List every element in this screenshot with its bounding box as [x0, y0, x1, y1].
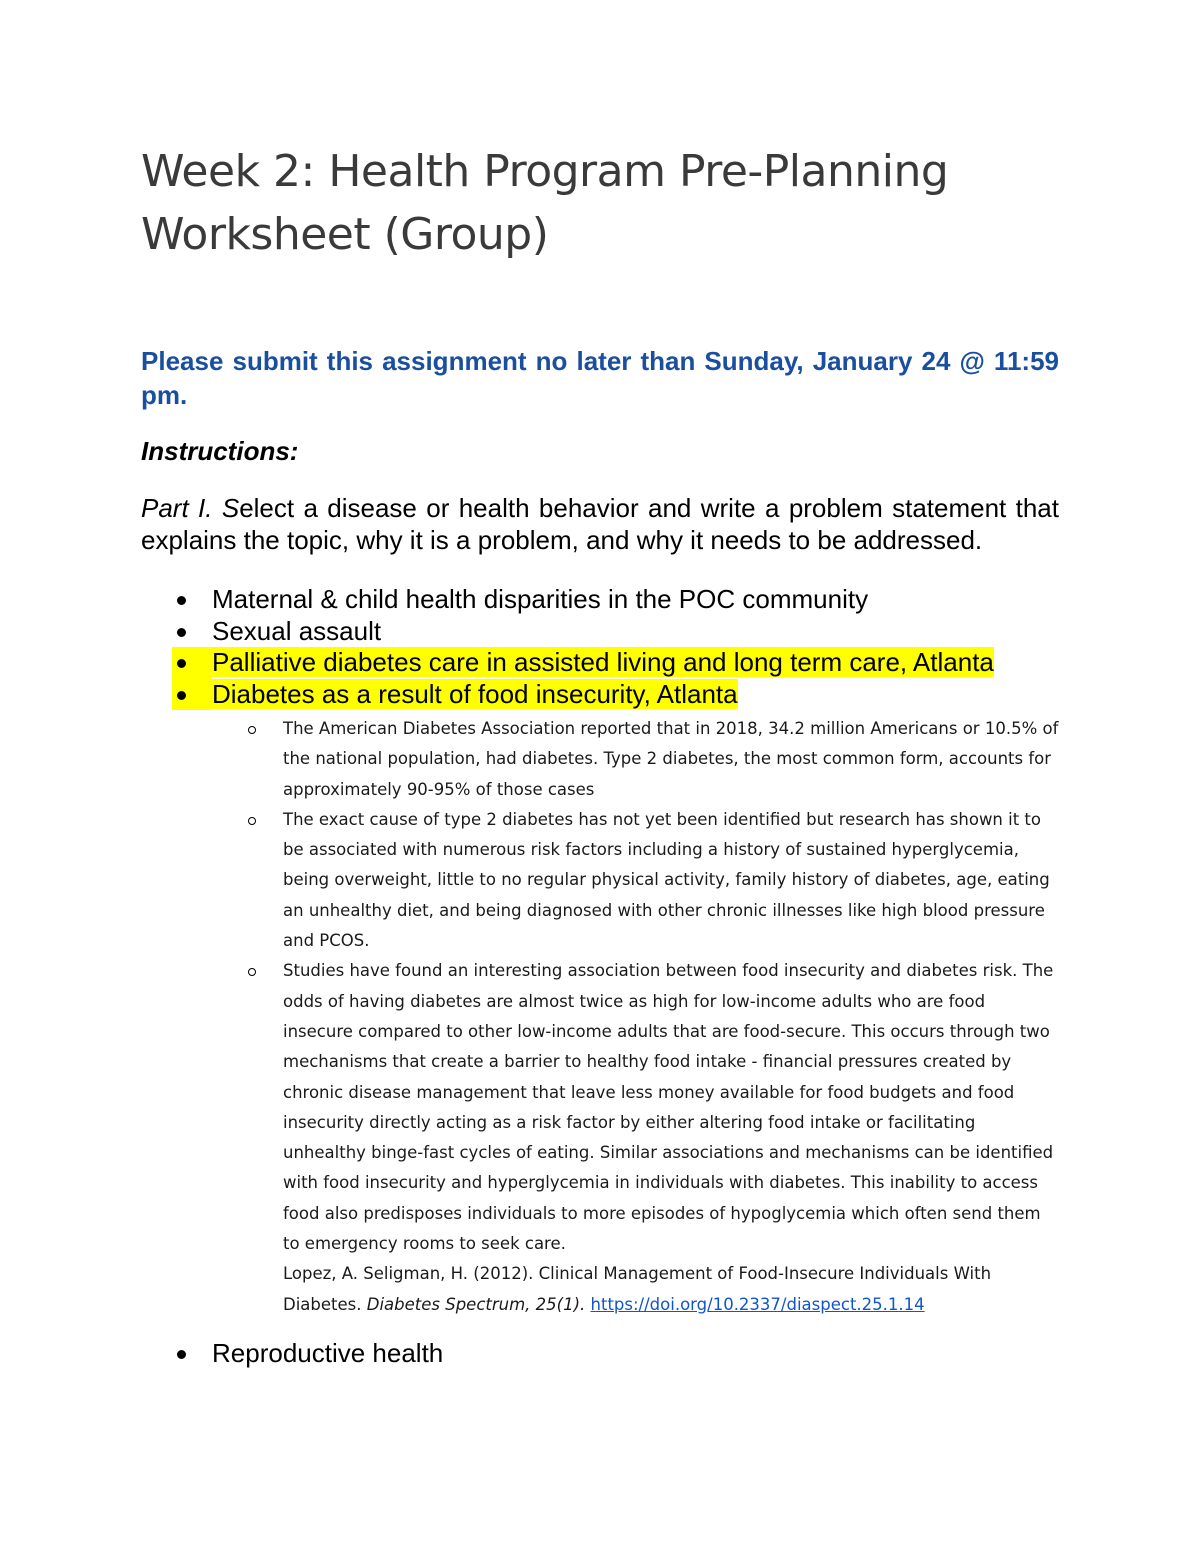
part-one-instructions — [141, 492, 1059, 556]
document-title — [141, 140, 1059, 266]
topic-item — [212, 1338, 1059, 1370]
topic-label: Sexual assault — [212, 615, 382, 646]
hollow-bullet-icon — [248, 968, 256, 976]
part-text: elect a disease or health behavior and write a problem statement that explains the topic, why it is a problem, and why it needs to be addressed. — [141, 493, 1059, 555]
bullet-icon — [177, 628, 186, 637]
topic-item-highlighted — [212, 679, 1059, 1320]
sub-point — [283, 956, 1059, 1320]
topic-list — [141, 584, 1059, 1369]
topic-item-highlighted — [212, 647, 1059, 679]
topic-label: Maternal & child health disparities in the POC community — [212, 584, 869, 614]
doi-link[interactable]: https://doi.org/10.2337/diaspect.25.1.14 — [590, 1294, 925, 1314]
bullet-icon — [177, 691, 186, 700]
sub-point-text: Studies have found an interesting association between food insecurity and diabetes risk. The odds of having diabetes are almost twice as high for low-income adults who are food insecure compared to other low-income adults that are food-secure. This occurs through two mechanisms that create a barrier to healthy food intake - financial pressures created by chronic disease management that leave less money available for food budgets and food insecurity directly acting as a risk factor by either altering food intake or facilitating unhealthy binge-fast cycles of eating. Similar associations and mechanisms can be identified with food insecurity and hyperglycemia in individuals with diabetes. This inability to access food also predisposes individuals to more episodes of hypoglycemia which often send them to emergency rooms to seek care. — [283, 961, 1054, 1254]
citation-authors-title: Lopez, A. Seligman, H. (2012). Clinical Management of Food-Insecure Individuals With Diabetes. — [283, 1264, 992, 1314]
topic-label: Reproductive health — [212, 1337, 444, 1368]
bullet-icon — [177, 1350, 186, 1359]
citation — [283, 1264, 991, 1313]
hollow-bullet-icon — [248, 726, 256, 734]
topic-label: Palliative diabetes care in assisted living and long term care, Atlanta — [212, 647, 994, 677]
hollow-bullet-icon — [248, 817, 256, 825]
topic-item — [212, 584, 1059, 616]
topic-item — [212, 616, 1059, 648]
title-line-1: Week 2: Health Program Pre-Planning — [141, 146, 949, 197]
instructions-heading: Instructions: — [141, 436, 299, 466]
topic-label: Diabetes as a result of food insecurity, Atlanta — [212, 678, 738, 709]
sub-point-list — [212, 714, 1059, 1320]
document-page — [141, 140, 1059, 1369]
sub-point — [283, 805, 1059, 956]
bullet-icon — [177, 659, 186, 668]
sub-point-text: The exact cause of type 2 diabetes has not yet been identified but research has shown it to be associated with numerous risk factors including a history of sustained hyperglycemia, being overweight, little to no regular physical activity, family history of diabetes, age, eating an unhealthy diet, and being diagnosed with other chronic illnesses like high blood pressure and PCOS. — [283, 809, 1050, 951]
sub-point — [283, 714, 1059, 805]
bullet-icon — [177, 596, 186, 605]
sub-point-text: The American Diabetes Association reported that in 2018, 34.2 million Americans or 10.5% of the national population, had diabetes. Type 2 diabetes, the most common form, accounts for approximately 90-95% of those cases — [283, 719, 1059, 799]
title-line-2: Worksheet (Group) — [141, 209, 549, 260]
citation-journal: Diabetes Spectrum, 25(1). — [366, 1294, 586, 1314]
part-label: Part I. S — [141, 493, 240, 523]
due-date-notice: Please submit this assignment no later than Sunday, January 24 @ 11:59 pm. — [141, 346, 1059, 410]
